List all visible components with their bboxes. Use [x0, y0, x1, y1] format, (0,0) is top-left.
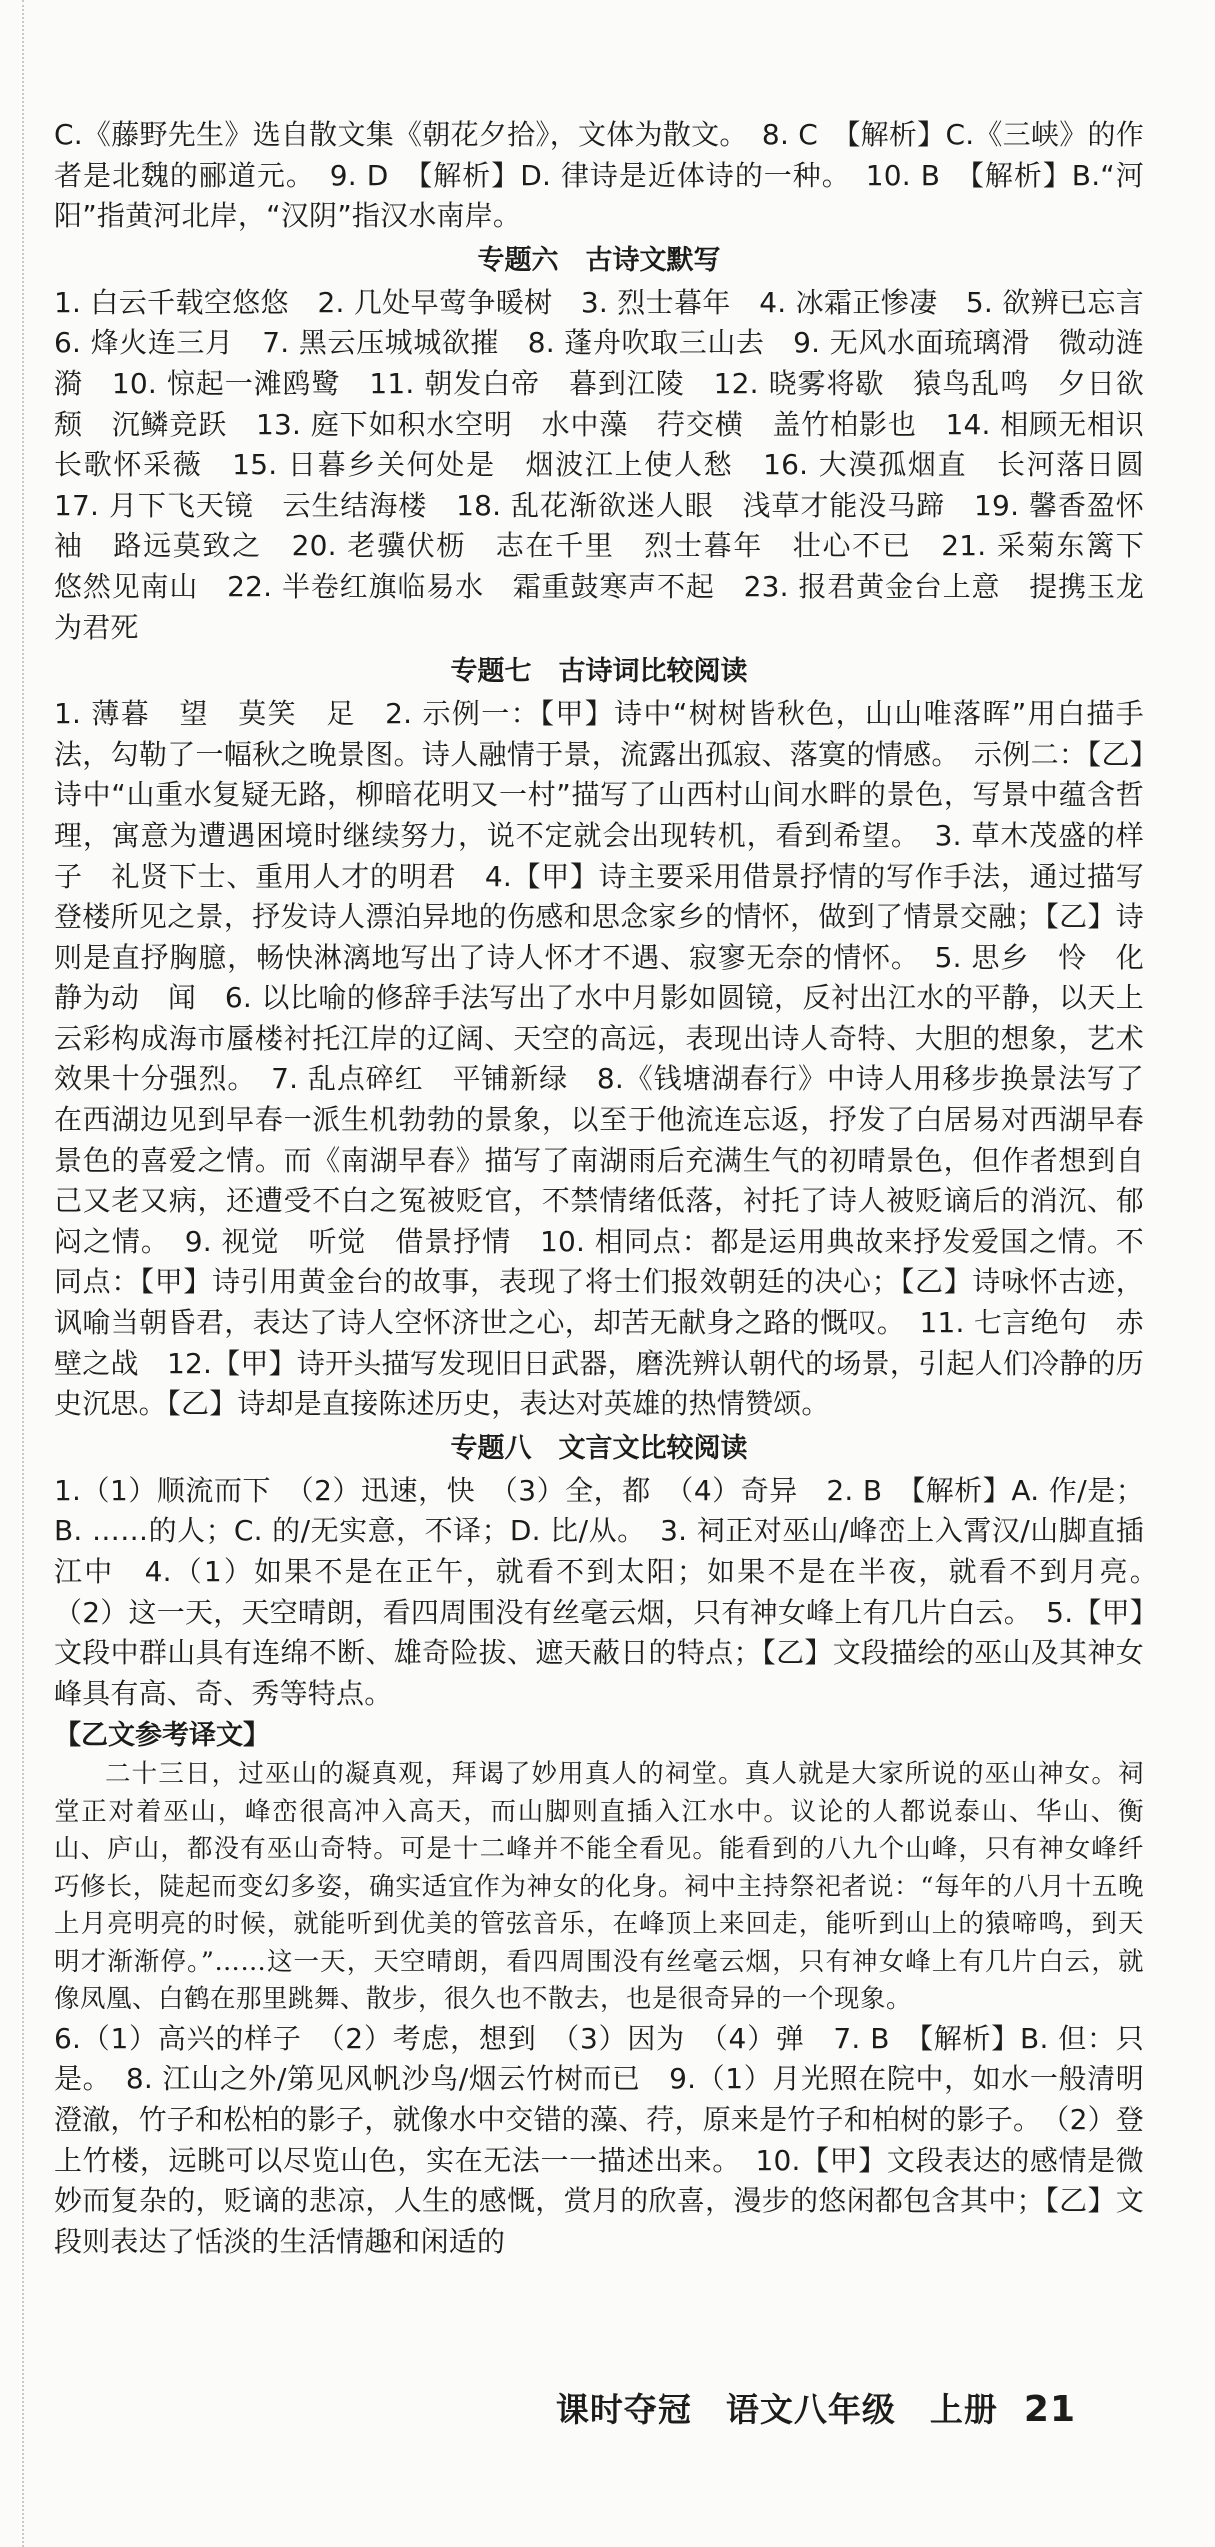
page-footer — [556, 2384, 1076, 2431]
answer-page — [22, 0, 1194, 2547]
translation-text: 二十三日，过巫山的凝真观，拜谒了妙用真人的祠堂。真人就是大家所说的巫山神女。祠堂正对着巫山，峰峦很高冲入高天，而山脚则直插入江水中。议论的人都说泰山、华山、衡山、庐山，都没有巫山奇特。可是十二峰并不能全看见。能看到的八九个山峰，只有神女峰纤巧修长，陡起而变幻多姿，确实适宜作为神女的化身。祠中主持祭祀者说：“每年的八月十五晚上月亮明亮的时候，就能听到优美的管弦音乐，在峰顶上来回走，能听到山上的猿啼鸣，到天明才渐渐停。”……这一天，天空晴朗，看四周围没有丝毫云烟，只有神女峰上有几片白云，就像凤凰、白鹤在那里跳舞、散步，很久也不散去，也是很奇异的一个现象。 — [54, 1759, 1144, 2015]
page-number: 21 — [1023, 2389, 1076, 2430]
answer-content — [54, 115, 1173, 2262]
section-7-answers: 1. 薄暮 望 莫笑 足 2. 示例一：【甲】诗中“树树皆秋色，山山唯落晖”用白描手法，勾勒了一幅秋之晚景图。诗人融情于景，流露出孤寂、落寞的情感。 示例二：【乙】诗中“山重水复疑无路，柳暗花明又一村”描写了山西村山间水畔的景色，写景中蕴含哲理，寓意为遭遇困境时继续努力，说不定就会出现转机，看到希望。 3. 草木茂盛的样子 礼贤下士、重用人才的明君 4.【甲】诗主要采用借景抒情的写作手法，通过描写登楼所见之景，抒发诗人漂泊异地的伤感和思念家乡的情怀，做到了情景交融；【乙】诗则是直抒胸臆，畅快淋漓地写出了诗人怀才不遇、寂寥无奈的情怀。 5. 思乡 怜 化静为动 闻 6. 以比喻的修辞手法写出了水中月影如圆镜，反衬出江水的平静，以天上云彩构成海市蜃楼衬托江岸的辽阔、天空的高远，表现出诗人奇特、大胆的想象，艺术效果十分强烈。 7. 乱点碎红 平铺新绿 8.《钱塘湖春行》中诗人用移步换景法写了在西湖边见到早春一派生机勃勃的景象，以至于他流连忘返，抒发了白居易对西湖早春景色的喜爱之情。而《南湖早春》描写了南湖雨后充满生气的初晴景色，但作者想到自己又老又病，还遭受不白之冤被贬官，不禁情绪低落，衬托了诗人被贬谪后的消沉、郁闷之情。 9. 视觉 听觉 借景抒情 10. 相同点：都是运用典故来抒发爱国之情。不同点：【甲】诗引用黄金台的故事，表现了将士们报效朝廷的决心；【乙】诗咏怀古迹，讽喻当朝昏君，表达了诗人空怀济世之心，却苦无献身之路的慨叹。 11. 七言绝句 赤壁之战 12.【甲】诗开头描写发现旧日武器，磨洗辨认朝代的场景，引起人们冷静的历史沉思。【乙】诗却是直接陈述历史，表达对英雄的热情赞颂。 — [54, 697, 1144, 1421]
section-7-title: 专题七 古诗词比较阅读 — [450, 656, 748, 688]
section-8-answers-part2: 6.（1）高兴的样子 （2）考虑，想到 （3）因为 （4）弹 7. B 【解析】B. 但：只是。 8. 江山之外/第见风帆沙鸟/烟云竹树而已 9.（1）月光照在院中，如水一般清明澄澈，竹子和松柏的影子，就像水中交错的藻、荇，原来是竹子和柏树的影子。 （2）登上竹楼，远眺可以尽览山色，实在无法一一描述出来。 10.【甲】文段表达的感情是微妙而复杂的，贬谪的悲凉，人生的感慨，赏月的欣喜，漫步的悠闲都包含其中；【乙】文段则表达了恬淡的生活情趣和闲适的 — [54, 2021, 1144, 2258]
section-6-answers: 1. 白云千载空悠悠 2. 几处早莺争暖树 3. 烈士暮年 4. 冰霜正惨凄 5. 欲辨已忘言 6. 烽火连三月 7. 黑云压城城欲摧 8. 蓬舟吹取三山去 9. 无风水面琉璃滑 微动涟漪 10. 惊起一滩鸥鹭 11. 朝发白帝 暮到江陵 12. 晓雾将歇 猿鸟乱鸣 夕日欲颓 沉鳞竞跃 13. 庭下如积水空明 水中藻 荇交横 盖竹柏影也 14. 相顾无相识 长歌怀采薇 15. 日暮乡关何处是 烟波江上使人愁 16. 大漠孤烟直 长河落日圆 17. 月下飞天镜 云生结海楼 18. 乱花渐欲迷人眼 浅草才能没马蹄 19. 馨香盈怀袖 路远莫致之 20. 老骥伏枥 志在千里 烈士暮年 壮心不已 21. 采菊东篱下 悠然见南山 22. 半卷红旗临易水 霜重鼓寒声不起 23. 报君黄金台上意 提携玉龙为君死 — [54, 285, 1173, 644]
footer-series-title: 课时夺冠 语文八年级 上册 — [555, 2390, 998, 2429]
section-8-answers-part1: 1.（1）顺流而下 （2）迅速，快 （3）全，都 （4）奇异 2. B 【解析】A. 作/是；B. ……的人；C. 的/无实意，不译；D. 比/从。 3. 祠正对巫山/峰峦上入霄汉/山脚直插江中 4.（1）如果不是在正午，就看不到太阳；如果不是在半夜，就看不到月亮。 （2）这一天，天空晴朗，看四周围没有丝毫云烟，只有神女峰上有几片白云。 5.【甲】文段中群山具有连绵不断、雄奇险拔、遮天蔽日的特点；【乙】文段描绘的巫山及其神女峰具有高、奇、秀等特点。 — [54, 1473, 1173, 1710]
answer-paragraph-top: C.《藤野先生》选自散文集《朝花夕拾》，文体为散文。 8. C 【解析】C.《三峡》的作者是北魏的郦道元。 9. D 【解析】D. 律诗是近体诗的一种。 10. B 【解析】B.“河阳”指黄河北岸，“汉阴”指汉水南岸。 — [54, 118, 1144, 233]
section-8-title: 专题八 文言文比较阅读 — [450, 1432, 748, 1464]
translation-title: 【乙文参考译文】 — [54, 1720, 270, 1752]
section-6-title: 专题六 古诗文默写 — [477, 244, 721, 276]
